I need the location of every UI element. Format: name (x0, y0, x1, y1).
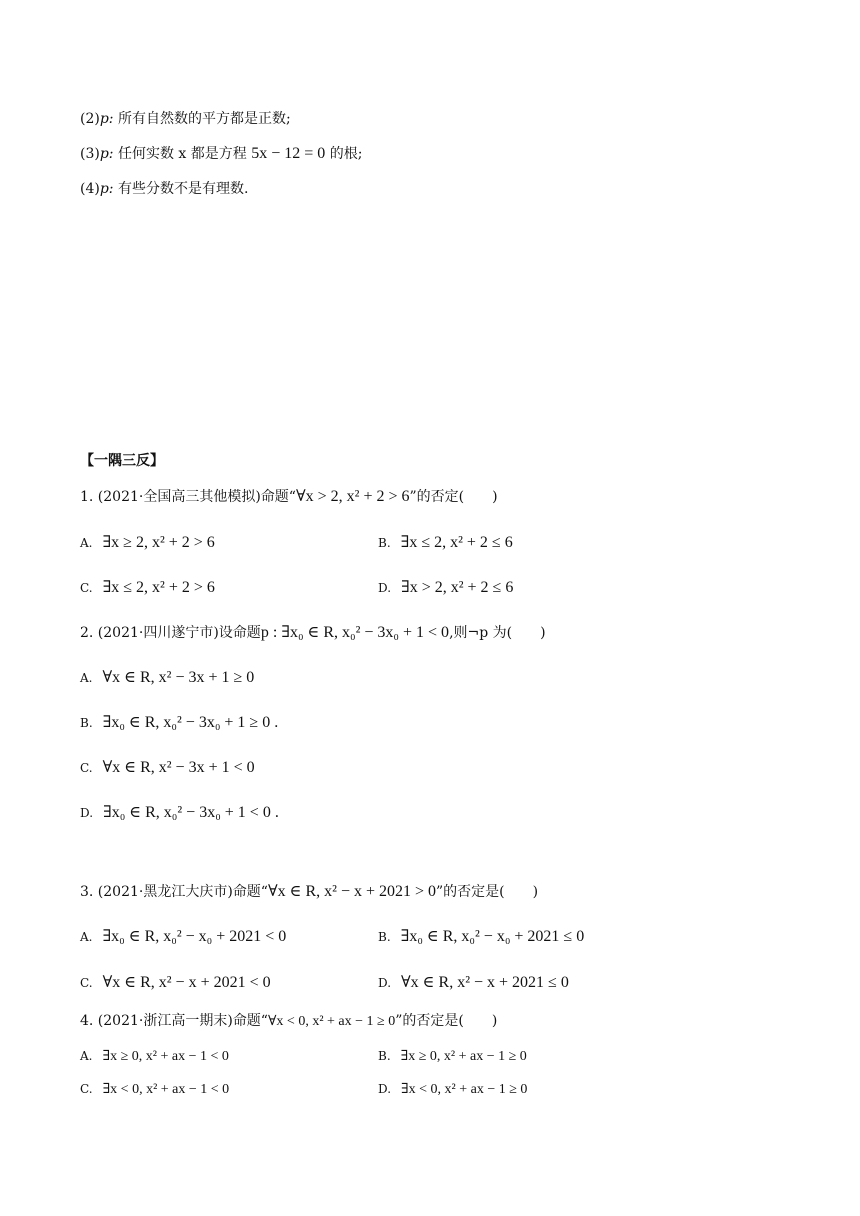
option-math: ∀x ∈ R, x² − x + 2021 ≤ 0 (401, 974, 569, 991)
question-1-stem (80, 488, 498, 506)
option-math: ∃x < 0, x² + ax − 1 ≥ 0 (401, 1082, 528, 1097)
option-math: ∀x ∈ R, x² − 3x + 1 < 0 (102, 759, 255, 776)
question-3-option-c (80, 974, 271, 993)
proposition-label: p: (99, 181, 114, 197)
option-math: ∃x₀ ∈ R, x₀² − 3x₀ + 1 ≥ 0 . (102, 714, 279, 731)
option-math: ∃x ≤ 2, x² + 2 ≤ 6 (400, 534, 513, 551)
option-math: ∃x₀ ∈ R, x₀² − x₀ + 2021 < 0 (102, 928, 287, 945)
option-math: ∃x ≥ 2, x² + 2 > 6 (102, 534, 215, 551)
option-math: ∃x ≥ 0, x² + ax − 1 ≥ 0 (400, 1049, 527, 1064)
question-2-option-a (80, 669, 254, 688)
stem-text: 1. (2021·全国高三其他模拟)命题“ (80, 489, 296, 505)
question-1-option-d (378, 579, 513, 598)
question-1-option-b (378, 534, 513, 553)
question-3-option-d (378, 974, 569, 993)
question-2-option-c (80, 759, 255, 778)
option-key: D. (378, 581, 392, 595)
stem-math: ∀x ∈ R, x² − x + 2021 > 0 (267, 883, 437, 900)
option-key: A. (80, 536, 93, 550)
question-1-option-a (80, 534, 215, 553)
stem-text: 4. (2021·浙江高一期末)命题“ (80, 1013, 268, 1029)
section-heading: 【一隅三反】 (80, 453, 164, 469)
item-text-end: 的根; (329, 146, 363, 162)
question-2-option-d (80, 804, 279, 823)
stem-text-end: ”的否定是( ) (436, 884, 539, 900)
question-4-stem (80, 1012, 497, 1031)
proposition-label: p: (99, 146, 114, 162)
stem-text-end: ”的否定是( ) (395, 1013, 498, 1029)
option-key: D. (378, 976, 392, 990)
option-key: C. (80, 976, 93, 990)
question-3-option-a (80, 928, 286, 947)
item-number: (4) (80, 181, 100, 197)
question-2-option-b (80, 714, 278, 733)
item-number: (2) (80, 111, 100, 127)
question-3-stem (80, 883, 538, 901)
option-math: ∃x > 2, x² + 2 ≤ 6 (401, 579, 514, 596)
option-key: A. (80, 930, 93, 944)
question-3-option-b (378, 928, 584, 947)
option-math: ∃x₀ ∈ R, x₀² − 3x₀ + 1 < 0 . (103, 804, 279, 821)
item-number: (3) (80, 146, 100, 162)
intro-item-2 (80, 110, 291, 128)
option-key: D. (80, 806, 94, 820)
option-key: C. (80, 761, 93, 775)
item-text: 所有自然数的平方都是正数; (117, 111, 291, 127)
stem-text-end: ”的否定( ) (409, 489, 498, 505)
item-text: 任何实数 x 都是方程 (117, 146, 247, 162)
option-key: B. (378, 1049, 391, 1063)
option-math: ∃x ≤ 2, x² + 2 > 6 (102, 579, 215, 596)
stem-text-end: ,则¬p 为( ) (449, 625, 546, 641)
question-4-option-d (378, 1080, 527, 1099)
question-1-option-c (80, 579, 215, 598)
option-math: ∃x₀ ∈ R, x₀² − x₀ + 2021 ≤ 0 (400, 928, 585, 945)
stem-text: 2. (2021·四川遂宁市)设命题 (80, 625, 261, 641)
equation: 5x − 12 = 0 (251, 145, 326, 162)
option-key: D. (378, 1082, 392, 1096)
option-key: B. (378, 536, 391, 550)
intro-item-3 (80, 145, 362, 163)
stem-text: 3. (2021·黑龙江大庆市)命题“ (80, 884, 268, 900)
option-key: B. (80, 716, 93, 730)
question-2-stem (80, 624, 546, 642)
question-4-option-a (80, 1047, 229, 1066)
item-text: 有些分数不是有理数. (117, 181, 249, 197)
option-math: ∀x ∈ R, x² − 3x + 1 ≥ 0 (102, 669, 255, 686)
stem-math: p : ∃x₀ ∈ R, x₀² − 3x₀ + 1 < 0 (260, 624, 450, 641)
option-key: A. (80, 671, 93, 685)
option-key: C. (80, 1082, 93, 1096)
option-key: C. (80, 581, 93, 595)
proposition-label: p: (99, 111, 114, 127)
option-math: ∃x ≥ 0, x² + ax − 1 < 0 (102, 1049, 229, 1064)
option-math: ∀x ∈ R, x² − x + 2021 < 0 (102, 974, 271, 991)
stem-math: ∀x < 0, x² + ax − 1 ≥ 0 (267, 1014, 396, 1029)
option-key: A. (80, 1049, 93, 1063)
option-key: B. (378, 930, 391, 944)
intro-item-4 (80, 180, 248, 198)
stem-math: ∀x > 2, x² + 2 > 6 (295, 488, 410, 505)
question-4-option-c (80, 1080, 229, 1099)
option-math: ∃x < 0, x² + ax − 1 < 0 (102, 1082, 230, 1097)
question-4-option-b (378, 1047, 527, 1066)
